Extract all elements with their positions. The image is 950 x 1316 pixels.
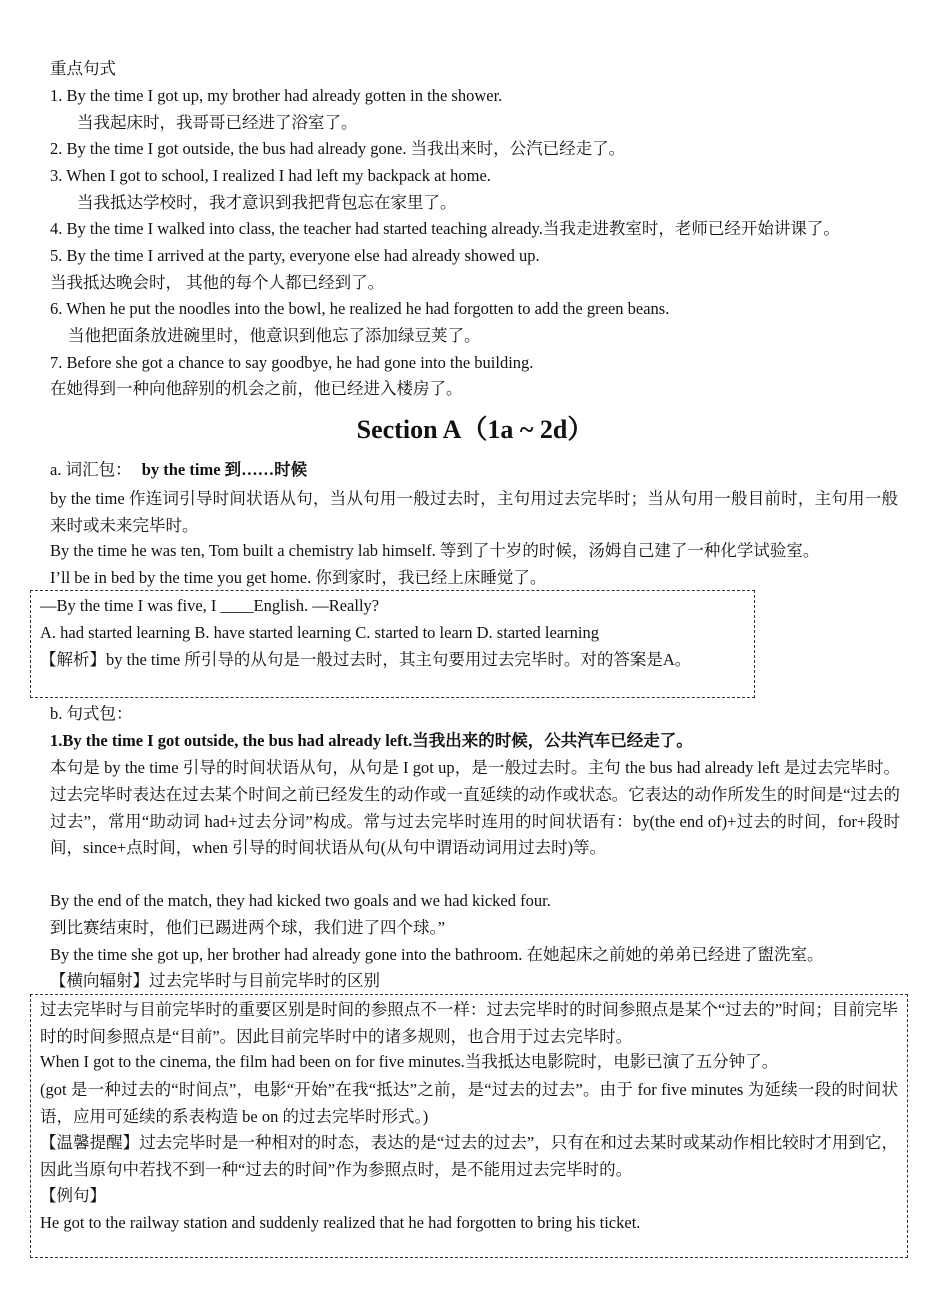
sentence-4: 4. By the time I walked into class, the teacher had started teaching already.当我走进教室时，老师已经开始讲课了。 bbox=[50, 219, 840, 238]
sentence-pack-example-1-en: By the end of the match, they had kicked two goals and we had kicked four. bbox=[50, 891, 551, 910]
sentence-pack-example-2: By the time she got up, her brother had already gone into the bathroom. 在她起床之前她的弟弟已经进了盥洗室。 bbox=[50, 945, 824, 964]
sentence-pack-label: b. 句式包： bbox=[50, 704, 133, 723]
sentence-5-cn: 当我抵达晚会时， 其他的每个人都已经到了。 bbox=[50, 273, 385, 292]
sentence-pack-key: 1.By the time I got outside, the bus had already left.当我出来的时候，公共汽车已经走了。 bbox=[50, 731, 693, 750]
example-label: 【例句】 bbox=[40, 1186, 106, 1205]
compare-example: When I got to the cinema, the film had been on for five minutes.当我抵达电影院时，电影已演了五分钟了。 bbox=[40, 1052, 779, 1071]
sentence-1-en: 1. By the time I got up, my brother had already gotten in the shower. bbox=[50, 86, 503, 105]
quiz-options: A. had started learning B. have started learning C. started to learn D. started learning bbox=[40, 623, 599, 642]
example-sentence: He got to the railway station and suddenly realized that he had forgotten to bring his ticket. bbox=[40, 1213, 641, 1232]
vocab-line bbox=[50, 458, 307, 482]
sentence-6-en: 6. When he put the noodles into the bowl, he realized he had forgotten to add the green beans. bbox=[50, 299, 670, 318]
vocab-term: by the time 到……时候 bbox=[141, 460, 308, 479]
quiz-question: —By the time I was five, I ____English. —Really? bbox=[40, 596, 380, 615]
vocab-example-1: By the time he was ten, Tom built a chemistry lab himself. 等到了十岁的时候，汤姆自己建了一种化学试验室。 bbox=[50, 541, 820, 560]
sentence-2: 2. By the time I got outside, the bus had already gone. 当我出来时，公汽已经走了。 bbox=[50, 139, 626, 158]
warm-tip: 【温馨提醒】过去完毕时是一种相对的时态，表达的是“过去的过去”，只有在和过去某时或某动作相比较时才用到它，因此当原句中若找不到一种“过去的时间”作为参照点时，是不能用过去完毕时的。 bbox=[40, 1133, 898, 1179]
compare-note: (got 是一种过去的“时间点”，电影“开始”在我“抵达”之前，是“过去的过去”。由于 for five minutes 为延续一段的时间状语，应用可延续的系表构造 be on 的过去完毕时形式。) bbox=[40, 1080, 898, 1126]
sentence-5-en: 5. By the time I arrived at the party, everyone else had already showed up. bbox=[50, 246, 540, 265]
vocab-explanation: by the time 作连词引导时间状语从句，当从句用一般过去时，主句用过去完毕时；当从句用一般目前时，主句用一般来时或未来完毕时。 bbox=[50, 489, 898, 535]
section-title: Section A（1a ~ 2d） bbox=[356, 415, 594, 444]
vocab-label: a. 词汇包： bbox=[50, 460, 132, 479]
quiz-analysis: 【解析】by the time 所引导的从句是一般过去时，其主句要用过去完毕时。对的答案是A。 bbox=[40, 650, 692, 669]
sentence-3-cn: 当我抵达学校时，我才意识到我把背包忘在家里了。 bbox=[77, 193, 457, 212]
sentence-1-cn: 当我起床时，我哥哥已经进了浴室了。 bbox=[77, 113, 358, 132]
compare-explanation: 过去完毕时与目前完毕时的重要区别是时间的参照点不一样：过去完毕时的时间参照点是某个“过去的”时间；目前完毕时的时间参照点是“目前”。因此目前完毕时中的诸多规则，也合用于过去完毕时。 bbox=[40, 1000, 898, 1046]
radiation-heading: 【横向辐射】过去完毕时与目前完毕时的区别 bbox=[50, 971, 380, 990]
sentence-7-en: 7. Before she got a chance to say goodbye, he had gone into the building. bbox=[50, 353, 534, 372]
sentence-pack-example-1-cn: 到比赛结束时，他们已踢进两个球，我们进了四个球。” bbox=[50, 918, 446, 937]
sentence-pack-explanation: 本句是 by the time 引导的时间状语从句，从句是 I got up，是一般过去时。主句 the bus had already left 是过去完毕时。过去完毕时表达在过去某个时间之前已经发生的动作或一直延续的动作或状态。它表达的动作所发生的时间是“过去的过去”，常用“助动词 had+过去分词”构成。常与过去完毕时连用的时间状语有：by(the end of)+过去的时间，for+段时间，since+点时间，when 引导的时间状语从句(从句中谓语动词用过去时)等。 bbox=[50, 758, 900, 858]
sentence-3-en: 3. When I got to school, I realized I had left my backpack at home. bbox=[50, 166, 491, 185]
sentence-6-cn: 当他把面条放进碗里时，他意识到他忘了添加绿豆荚了。 bbox=[68, 326, 481, 345]
vocab-example-2: I’ll be in bed by the time you get home. 你到家时，我已经上床睡觉了。 bbox=[50, 568, 547, 587]
sentence-7-cn: 在她得到一种向他辞别的机会之前，他已经进入楼房了。 bbox=[50, 379, 463, 398]
key-sentences-heading: 重点句式 bbox=[50, 59, 116, 78]
